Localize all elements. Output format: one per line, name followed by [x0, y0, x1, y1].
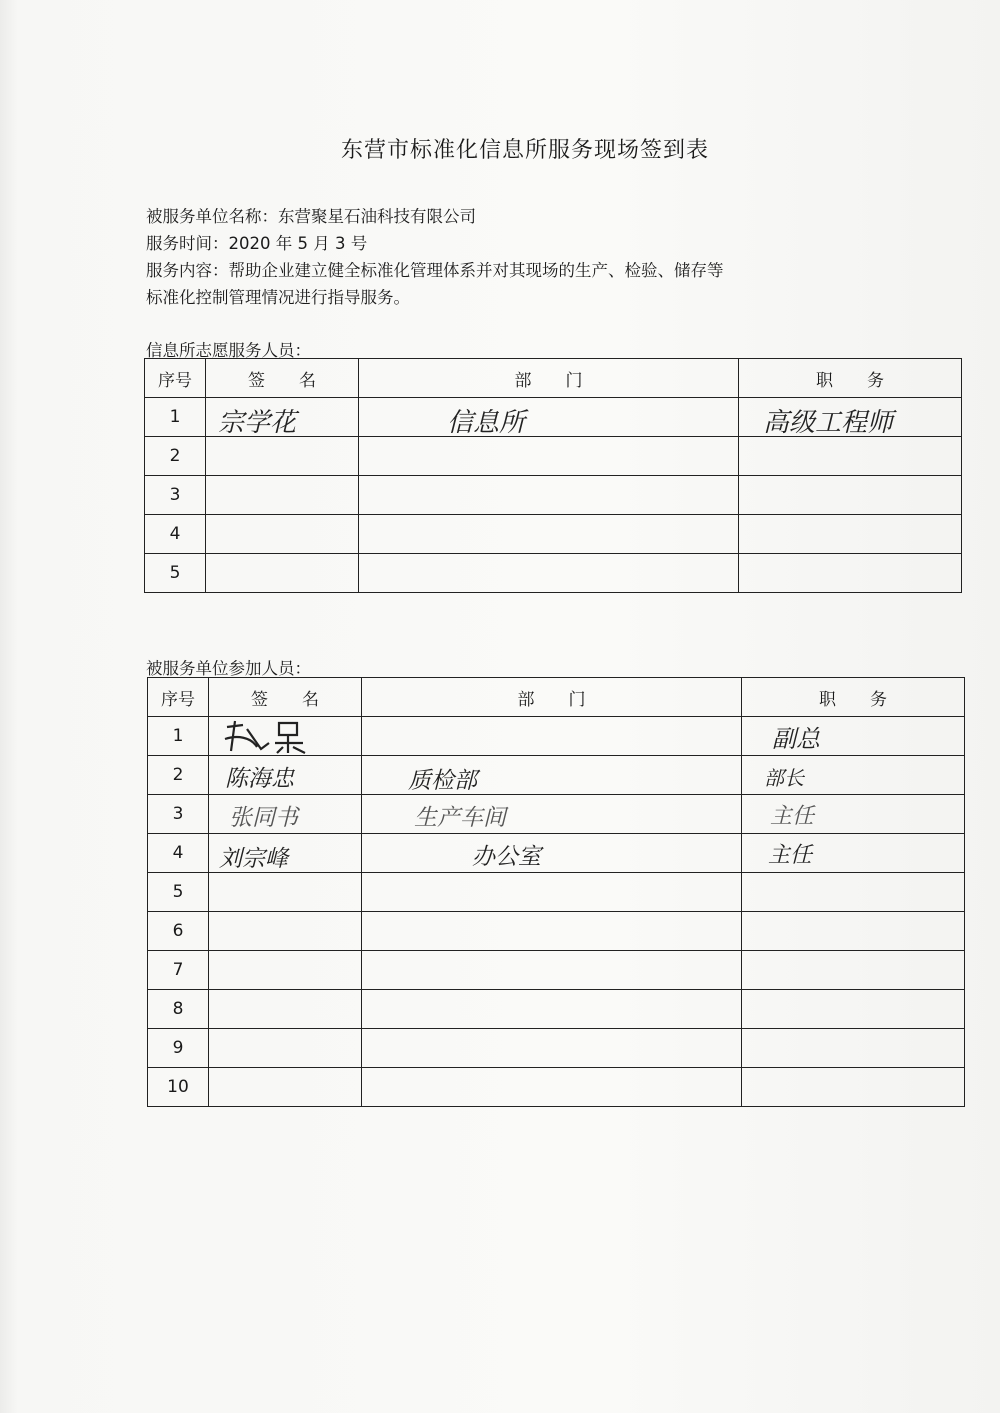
- row-seq: 1: [145, 398, 206, 437]
- header-name: 签 名: [206, 359, 359, 398]
- handwritten-signature-scribble: [217, 717, 317, 757]
- signature-cell: [209, 756, 362, 795]
- table-row: [148, 717, 965, 756]
- title-cell: [739, 554, 962, 593]
- signature-cell: [209, 1029, 362, 1068]
- table-row: [148, 951, 965, 990]
- dept-cell: [362, 756, 742, 795]
- title-cell: [739, 437, 962, 476]
- dept-cell: [362, 834, 742, 873]
- signature-cell: [209, 990, 362, 1029]
- table-row: [148, 1029, 965, 1068]
- signature-cell: [209, 951, 362, 990]
- table-row: [148, 912, 965, 951]
- row-seq: 5: [148, 873, 209, 912]
- signature-cell: [206, 515, 359, 554]
- handwritten-dept: 办公室: [472, 844, 541, 870]
- dept-cell: [362, 912, 742, 951]
- signature-cell: [209, 717, 362, 756]
- client-section-label: 被服务单位参加人员：: [146, 659, 311, 678]
- table-row: [145, 476, 962, 515]
- title-cell: [742, 795, 965, 834]
- dept-cell: [362, 795, 742, 834]
- dept-cell: [359, 398, 739, 437]
- service-time-line: 服务时间：2020 年 5 月 3 号: [146, 234, 368, 253]
- signature-cell: [206, 476, 359, 515]
- handwritten-dept: 信息所: [447, 408, 526, 438]
- volunteer-section-label: 信息所志愿服务人员：: [146, 341, 311, 360]
- header-name: 签 名: [209, 678, 362, 717]
- title-cell: [742, 990, 965, 1029]
- row-seq: 2: [148, 756, 209, 795]
- title-cell: [742, 1029, 965, 1068]
- title-cell: [742, 756, 965, 795]
- row-seq: 10: [148, 1068, 209, 1107]
- header-seq: 序号: [148, 678, 209, 717]
- title-cell: [739, 515, 962, 554]
- dept-cell: [359, 437, 739, 476]
- row-seq: 3: [148, 795, 209, 834]
- row-seq: 6: [148, 912, 209, 951]
- table-row: [148, 1068, 965, 1107]
- volunteer-table: [144, 358, 962, 593]
- table-row: [148, 873, 965, 912]
- header-dept: 部 门: [359, 359, 739, 398]
- title-cell: [739, 476, 962, 515]
- signature-cell: [206, 554, 359, 593]
- header-seq: 序号: [145, 359, 206, 398]
- title-cell: [742, 912, 965, 951]
- handwritten-title: 高级工程师: [763, 408, 894, 438]
- dept-cell: [362, 990, 742, 1029]
- signature-cell: [206, 398, 359, 437]
- title-cell: [739, 398, 962, 437]
- dept-cell: [362, 717, 742, 756]
- handwritten-signature: 陈海忠: [225, 766, 294, 792]
- client-table: [147, 677, 965, 1107]
- table-row: [145, 554, 962, 593]
- header-dept: 部 门: [362, 678, 742, 717]
- table-row: [148, 990, 965, 1029]
- handwritten-title: 部长: [764, 766, 804, 790]
- client-table-header: [148, 678, 965, 717]
- title-cell: [742, 717, 965, 756]
- table-row: [148, 834, 965, 873]
- dept-cell: [362, 951, 742, 990]
- handwritten-signature: 张同书: [229, 805, 298, 831]
- header-title: 职 务: [742, 678, 965, 717]
- dept-cell: [359, 515, 739, 554]
- handwritten-title: 主任: [768, 843, 813, 868]
- row-seq: 1: [148, 717, 209, 756]
- title-cell: [742, 873, 965, 912]
- handwritten-signature: 刘宗峰: [219, 846, 288, 872]
- dept-cell: [362, 1029, 742, 1068]
- table-row: [148, 795, 965, 834]
- dept-cell: [359, 476, 739, 515]
- signature-cell: [209, 912, 362, 951]
- title-cell: [742, 1068, 965, 1107]
- title-cell: [742, 951, 965, 990]
- dept-cell: [359, 554, 739, 593]
- row-seq: 8: [148, 990, 209, 1029]
- handwritten-title: 主任: [770, 804, 815, 829]
- handwritten-signature: 宗学花: [218, 408, 297, 438]
- table-row: [148, 756, 965, 795]
- client-unit-line: 被服务单位名称：东营聚星石油科技有限公司: [146, 207, 476, 226]
- table-row: [145, 398, 962, 437]
- service-content-line-2: 标准化控制管理情况进行指导服务。: [146, 288, 410, 307]
- row-seq: 7: [148, 951, 209, 990]
- header-title: 职 务: [739, 359, 962, 398]
- row-seq: 2: [145, 437, 206, 476]
- dept-cell: [362, 873, 742, 912]
- signature-cell: [209, 795, 362, 834]
- title-cell: [742, 834, 965, 873]
- handwritten-dept: 生产车间: [414, 805, 506, 831]
- signature-cell: [206, 437, 359, 476]
- signature-cell: [209, 1068, 362, 1107]
- table-row: [145, 437, 962, 476]
- row-seq: 9: [148, 1029, 209, 1068]
- page-title: 东营市标准化信息所服务现场签到表: [340, 138, 709, 163]
- table-row: [145, 515, 962, 554]
- dept-cell: [362, 1068, 742, 1107]
- handwritten-title: 副总: [772, 725, 820, 753]
- row-seq: 4: [145, 515, 206, 554]
- service-content-line-1: 服务内容：帮助企业建立健全标准化管理体系并对其现场的生产、检验、储存等: [146, 261, 724, 280]
- handwritten-dept: 质检部: [408, 768, 477, 794]
- row-seq: 5: [145, 554, 206, 593]
- row-seq: 3: [145, 476, 206, 515]
- signature-cell: [209, 834, 362, 873]
- row-seq: 4: [148, 834, 209, 873]
- volunteer-table-header: [145, 359, 962, 398]
- signature-cell: [209, 873, 362, 912]
